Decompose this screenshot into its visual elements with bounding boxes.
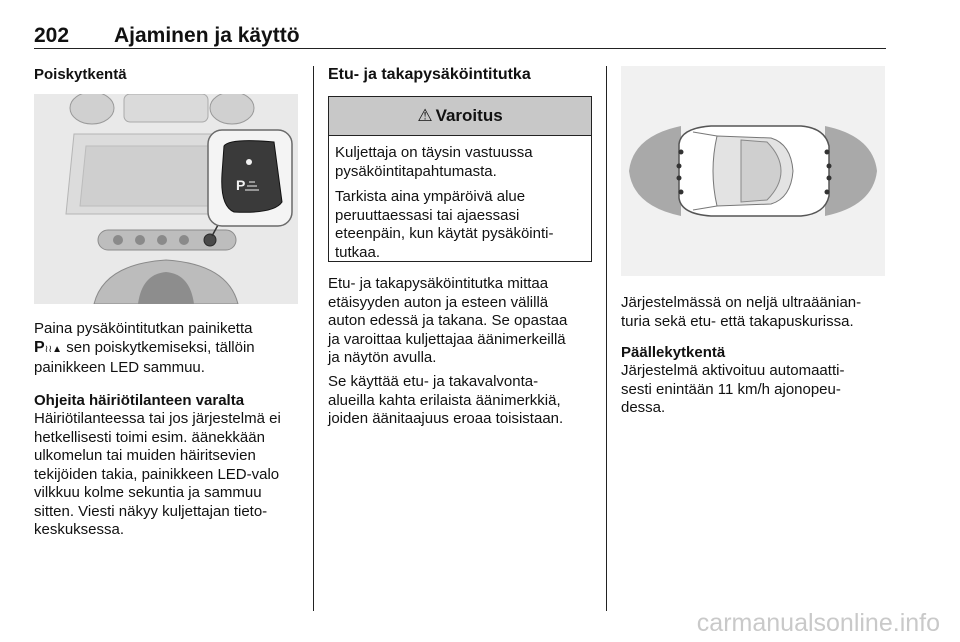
text-line: painikkeen LED sammuu. bbox=[34, 359, 205, 376]
text-line bbox=[34, 339, 306, 360]
watermark: carmanualsonline.info bbox=[696, 609, 940, 637]
parking-sensor-illustration bbox=[621, 66, 885, 276]
console-button-illustration bbox=[34, 94, 298, 304]
warning-header bbox=[329, 97, 591, 136]
parking-button-icon: P bbox=[34, 338, 45, 356]
text-line: pysäköintitapahtumasta. bbox=[335, 162, 497, 180]
text-line: auton edessä ja takana. Se opastaa bbox=[328, 312, 568, 329]
column-divider-2 bbox=[606, 66, 607, 611]
warning-body bbox=[329, 136, 591, 262]
text-line: ja varoittaa kuljettajaa äänimerkeillä bbox=[328, 330, 566, 348]
page-title: Ajaminen ja käyttö bbox=[114, 24, 300, 47]
warning-paragraph-2 bbox=[335, 188, 585, 262]
warning-box bbox=[328, 96, 592, 262]
section-heading-pysakointitutka: Etu- ja takapysäköintitutka bbox=[328, 66, 531, 83]
warning-triangle-icon: ⚠ bbox=[417, 106, 433, 125]
column-divider-1 bbox=[313, 66, 314, 611]
icon-waves: ≀≀▲ bbox=[44, 343, 63, 355]
text-line: Kuljettaja on täysin vastuussa bbox=[335, 144, 533, 161]
paragraph-ultraaanianturit bbox=[621, 294, 893, 331]
warning-paragraph-1 bbox=[335, 144, 585, 181]
paragraph-tutka-mittaa bbox=[328, 275, 600, 368]
subheading-hairiotilanne: Ohjeita häiriötilanteen varalta bbox=[34, 392, 245, 409]
button-label: P bbox=[236, 177, 246, 193]
text-line: sesti enintään 11 km/h ajonopeu- bbox=[621, 380, 841, 398]
header-rule bbox=[34, 48, 886, 49]
text-line: eteenpäin, kun käytät pysäköinti- bbox=[335, 225, 554, 242]
text-line: ja näytön avulla. bbox=[328, 349, 437, 366]
page-number: 202 bbox=[34, 24, 70, 47]
text-line: Häiriötilanteessa tai jos järjestelmä ei bbox=[34, 410, 281, 427]
text-line: Paina pysäköintitutkan painiketta bbox=[34, 320, 253, 337]
text-line: Etu- ja takapysäköintitutka mittaa bbox=[328, 275, 549, 292]
text-line: ulkomelun tai muiden häiritsevien bbox=[34, 447, 256, 464]
text-line: tekijöiden takia, painikkeen LED-valo bbox=[34, 465, 280, 483]
text-line: tutkaa. bbox=[335, 243, 381, 261]
warning-title: Varoitus bbox=[435, 106, 503, 125]
text-line: Järjestelmässä on neljä ultraäänian- bbox=[621, 294, 862, 311]
text-line: Se käyttää etu- ja takavalvonta- bbox=[328, 373, 539, 390]
paragraph-hairiotilanne bbox=[34, 410, 306, 540]
paragraph-aanimerkit bbox=[328, 373, 600, 429]
text-line: Järjestelmä aktivoituu automaatti- bbox=[621, 362, 845, 379]
text-line: hetkellisesti toimi esim. äänekkään bbox=[34, 428, 265, 446]
text-line: dessa. bbox=[621, 399, 666, 416]
text-line: vilkkuu kolme sekuntia ja sammuu bbox=[34, 484, 262, 501]
paragraph-poiskytkenta bbox=[34, 320, 306, 378]
subheading-paallekytkenta: Päällekytkentä bbox=[621, 344, 726, 361]
text-line: keskuksessa. bbox=[34, 521, 125, 538]
text-line: joiden äänitaajuus eroaa toisistaan. bbox=[328, 410, 564, 427]
text-fragment: sen poiskytkemiseksi, tällöin bbox=[62, 338, 255, 356]
paragraph-paallekytkenta bbox=[621, 362, 893, 418]
text-line: sitten. Viesti näkyy kuljettajan tieto- bbox=[34, 502, 268, 520]
text-line: Tarkista aina ympäröivä alue bbox=[335, 188, 526, 205]
text-line: turia sekä etu- että takapuskurissa. bbox=[621, 312, 854, 330]
text-line: alueilla kahta erilaista äänimerkkiä, bbox=[328, 391, 561, 409]
section-heading-poiskytkenta: Poiskytkentä bbox=[34, 66, 127, 83]
text-line: etäisyyden auton ja esteen välillä bbox=[328, 293, 549, 311]
text-line: peruuttaessasi tai ajaessasi bbox=[335, 206, 520, 224]
